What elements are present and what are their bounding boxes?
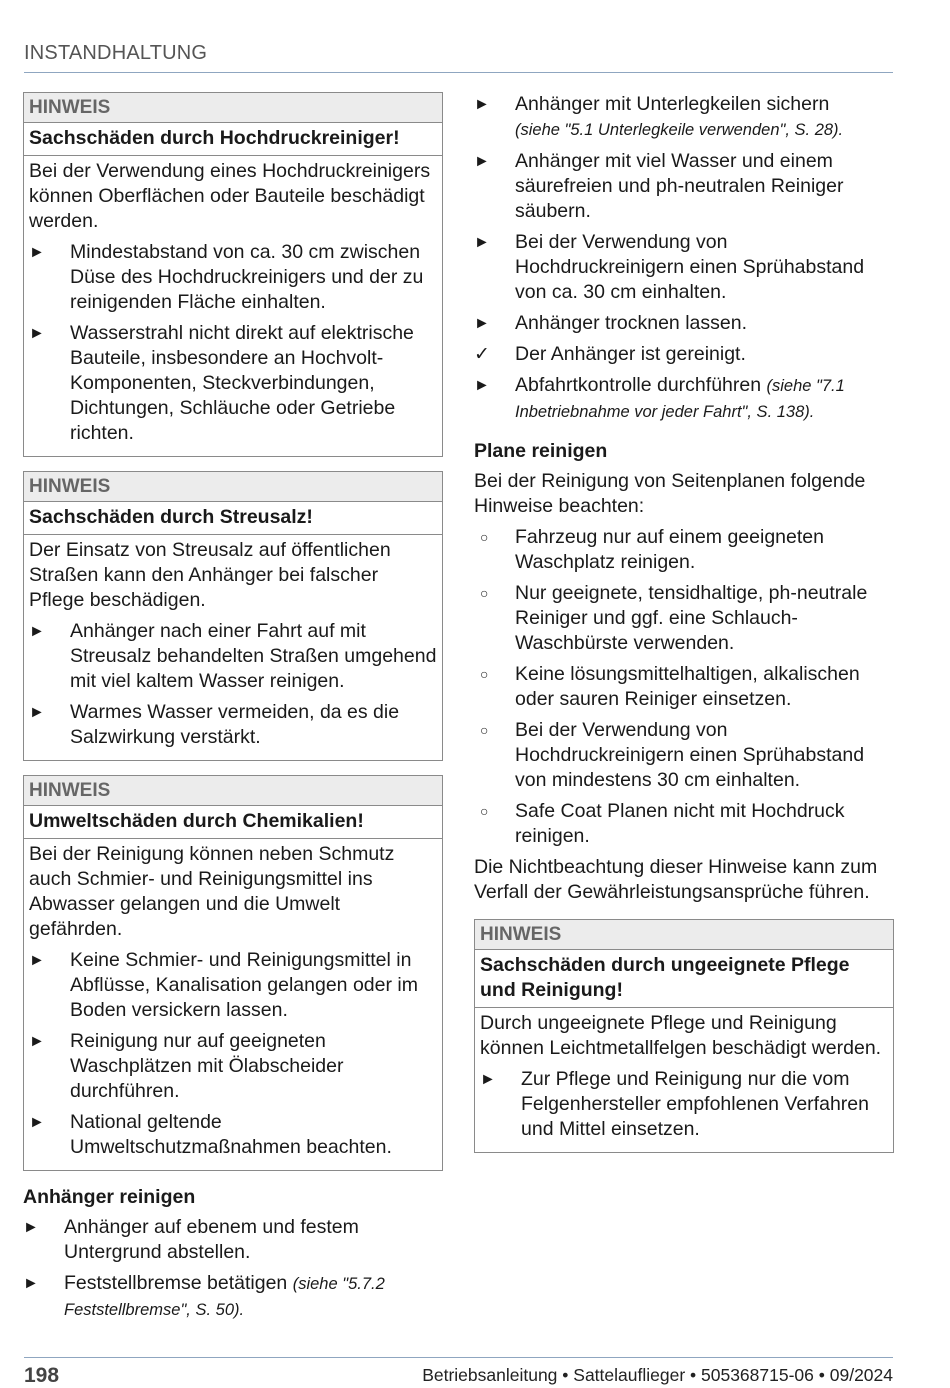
arrow-bullet-icon: ►	[29, 704, 45, 721]
list-item: ► Zur Pflege und Reinigung nur die vom Felgenhersteller empfohlenen Verfahren und Mittel einsetzen.	[480, 1068, 869, 1140]
section-heading: Plane reinigen	[474, 440, 608, 462]
notice-text: Bei der Verwendung eines Hochdruckreinigers können Oberflächen oder Bauteile beschädigt werden.	[29, 160, 431, 232]
arrow-bullet-icon: ►	[474, 153, 490, 170]
arrow-bullet-icon: ►	[29, 1114, 45, 1131]
arrow-bullet-icon: ►	[474, 234, 490, 251]
page-footer	[24, 1357, 893, 1388]
list-item: ○ Nur geeignete, tensidhaltige, ph-neutrale Reiniger und ggf. eine Schlauch-Waschbürste verwenden.	[480, 582, 868, 654]
circle-bullet-icon: ○	[480, 722, 489, 738]
list-item: ► Anhänger nach einer Fahrt auf mit Streusalz behandelten Straßen umgehend mit viel kaltem Wasser reinigen.	[29, 620, 437, 692]
notice-label: HINWEIS	[24, 776, 442, 806]
list-item: ○ Fahrzeug nur auf einem geeigneten Waschplatz reinigen.	[480, 526, 824, 573]
arrow-bullet-icon: ►	[29, 952, 45, 969]
notice-title: Sachschäden durch Hochdruckreiniger!	[24, 123, 442, 156]
notice-label: HINWEIS	[475, 920, 893, 950]
notice-text: Durch ungeeignete Pflege und Reinigung können Leichtmetallfelgen beschädigt werden.	[480, 1012, 882, 1059]
plane-intro: Bei der Reinigung von Seitenplanen folgende Hinweise beachten:	[474, 470, 866, 517]
notice-box-chemikalien	[23, 775, 443, 1171]
notice-label: HINWEIS	[24, 472, 442, 502]
arrow-bullet-icon: ►	[29, 623, 45, 640]
page-header	[24, 42, 893, 73]
notice-text: Bei der Reinigung können neben Schmutz auch Schmier- und Reinigungsmittel ins Abwasser gelangen und die Umwelt gefährden.	[29, 843, 395, 940]
arrow-bullet-icon: ►	[29, 244, 45, 261]
cross-reference-link[interactable]: (siehe "5.7.2 Feststellbremse", S. 50).	[64, 1275, 385, 1319]
arrow-bullet-icon: ►	[23, 1275, 39, 1292]
step-item: ► Abfahrtkontrolle durchführen (siehe "7.1 Inbetriebnahme vor jeder Fahrt", S. 138).	[474, 374, 845, 421]
notice-label: HINWEIS	[24, 93, 442, 123]
notice-title: Sachschäden durch ungeeignete Pflege und Reinigung!	[475, 950, 893, 1008]
arrow-bullet-icon: ►	[480, 1071, 496, 1088]
notice-title: Sachschäden durch Streusalz!	[24, 502, 442, 535]
list-item: ► Wasserstrahl nicht direkt auf elektrische Bauteile, insbesondere an Hochvolt-Komponenten, Steckverbindungen, Dichtungen, Schläuche oder Getriebe richten.	[29, 322, 414, 444]
page-number: 198	[24, 1364, 60, 1387]
notice-box-hochdruck	[23, 92, 443, 457]
step-item: ► Anhänger trocknen lassen.	[474, 312, 747, 334]
arrow-bullet-icon: ►	[474, 96, 490, 113]
step-item: ► Anhänger mit Unterlegkeilen sichern (siehe "5.1 Unterlegkeile verwenden", S. 28).	[474, 93, 844, 139]
list-item: ► Reinigung nur auf geeigneten Waschplätzen mit Ölabscheider durchführen.	[29, 1030, 344, 1102]
arrow-bullet-icon: ►	[29, 325, 45, 342]
circle-bullet-icon: ○	[480, 803, 489, 819]
step-item: ► Anhänger mit viel Wasser und einem säurefreien und ph-neutralen Reiniger säubern.	[474, 150, 844, 222]
arrow-bullet-icon: ►	[23, 1219, 39, 1236]
notice-text: Der Einsatz von Streusalz auf öffentlichen Straßen kann den Anhänger bei falscher Pflege beschädigen.	[29, 539, 391, 611]
step-item: ► Anhänger auf ebenem und festem Untergrund abstellen.	[23, 1216, 359, 1263]
cross-reference-link[interactable]: (siehe "5.1 Unterlegkeile verwenden", S. 28).	[515, 121, 844, 139]
arrow-bullet-icon: ►	[474, 377, 490, 394]
left-column	[23, 92, 443, 1329]
section-title: INSTANDHALTUNG	[24, 42, 208, 64]
plane-warning: Die Nichtbeachtung dieser Hinweise kann zum Verfall der Gewährleistungsansprüche führen.	[474, 856, 878, 903]
list-item: ► Mindestabstand von ca. 30 cm zwischen Düse des Hochdruckreinigers und der zu reinigenden Fläche einhalten.	[29, 241, 424, 313]
step-item: ► Feststellbremse betätigen (siehe "5.7.2 Feststellbremse", S. 50).	[23, 1272, 385, 1319]
section-heading: Anhänger reinigen	[23, 1186, 196, 1208]
document-info: Betriebsanleitung • Sattelauflieger • 505368715-06 • 09/2024	[422, 1365, 893, 1385]
list-item: ○ Bei der Verwendung von Hochdruckreinigern einen Sprühabstand von mindestens 30 cm einhalten.	[480, 719, 865, 791]
arrow-bullet-icon: ►	[29, 1033, 45, 1050]
list-item: ○ Keine lösungsmittelhaltigen, alkalischen oder sauren Reiniger einsetzen.	[480, 663, 860, 710]
checkmark-icon: ✓	[474, 344, 490, 365]
list-item: ► Warmes Wasser vermeiden, da es die Salzwirkung verstärkt.	[29, 701, 400, 748]
step-item: ► Bei der Verwendung von Hochdruckreinigern einen Sprühabstand von ca. 30 cm einhalten.	[474, 231, 865, 303]
result-item: ✓ Der Anhänger ist gereinigt.	[474, 343, 746, 365]
list-item: ► National geltende Umweltschutzmaßnahmen beachten.	[29, 1111, 392, 1158]
notice-title: Umweltschäden durch Chemikalien!	[24, 806, 442, 839]
list-item: ► Keine Schmier- und Reinigungsmittel in Abflüsse, Kanalisation gelangen oder im Boden versickern lassen.	[29, 949, 418, 1021]
notice-box-pflege	[474, 919, 894, 1153]
arrow-bullet-icon: ►	[474, 315, 490, 332]
list-item: ○ Safe Coat Planen nicht mit Hochdruck reinigen.	[480, 800, 845, 847]
cross-reference-link[interactable]: (siehe "7.1 Inbetriebnahme vor jeder Fahrt", S. 138).	[515, 377, 845, 421]
notice-box-streusalz	[23, 471, 443, 761]
right-column	[474, 92, 894, 1167]
circle-bullet-icon: ○	[480, 585, 489, 601]
circle-bullet-icon: ○	[480, 666, 489, 682]
circle-bullet-icon: ○	[480, 529, 489, 545]
